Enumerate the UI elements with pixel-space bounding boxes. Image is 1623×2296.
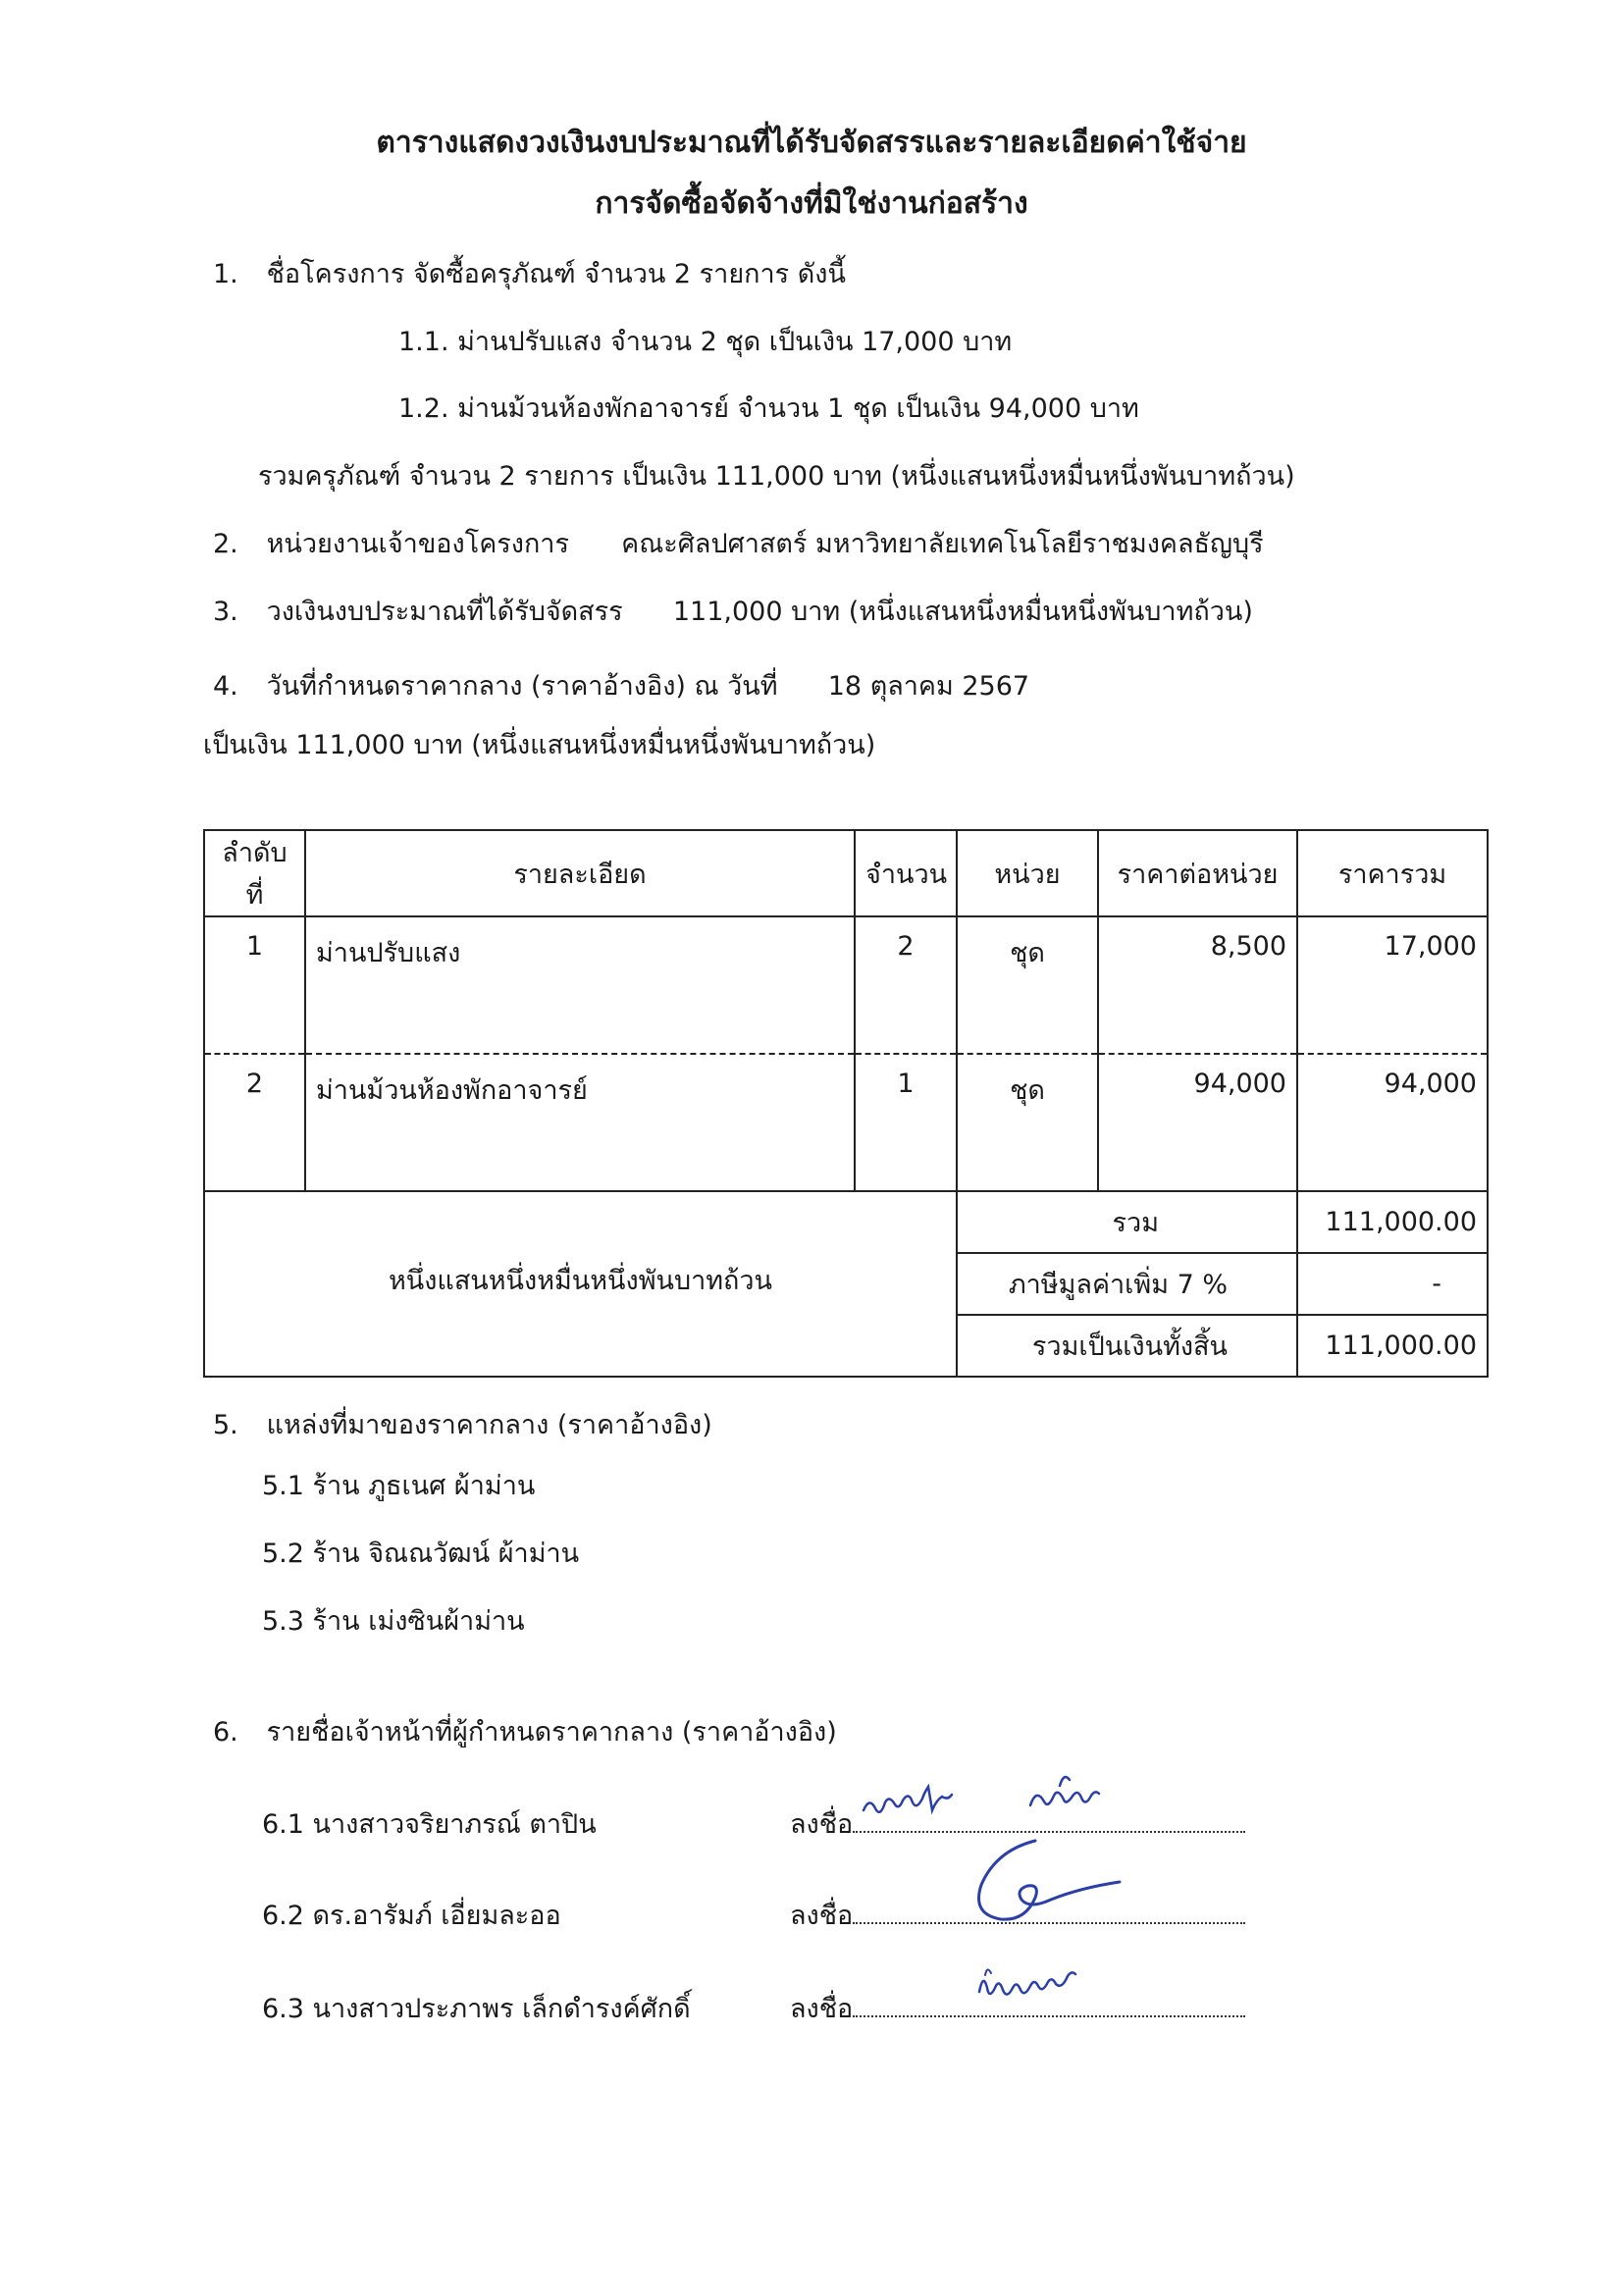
row-unit: ชุด [957,916,1098,1054]
header-unit-price: ราคาต่อหน่วย [1098,830,1297,916]
header-unit: หน่วย [957,830,1098,916]
vat-value: - [1297,1253,1488,1315]
section4-amount: เป็นเงิน 111,000 บาท (หนึ่งแสนหนึ่งหมื่นหนึ่งพันบาทถ้วน) [203,730,876,760]
officer-name: 6.2 ดร.อารัมภ์ เอี่ยมละออ [262,1901,561,1931]
section2-label: หน่วยงานเจ้าของโครงการ [266,529,569,559]
grand-total-label: รวมเป็นเงินทั้งสิ้น [957,1315,1297,1377]
section1-summary: รวมครุภัณฑ์ จำนวน 2 รายการ เป็นเงิน 111,000 บาท (หนึ่งแสนหนึ่งหมื่นหนึ่งพันบาทถ้วน) [258,461,1295,492]
officer-name: 6.1 นางสาวจริยาภรณ์ ตาปิน [262,1809,597,1840]
row-total: 17,000 [1297,916,1488,1054]
subtotal-label: รวม [957,1191,1297,1253]
sign-label: ลงชื่อ [790,1994,854,2024]
signature-3 [971,1957,1109,2016]
section1 [213,252,846,294]
section3 [213,590,1253,632]
document-title-line1: ตารางแสดงวงเงินงบประมาณที่ได้รับจัดสรรและรายละเอียดค่าใช้จ่าย [376,126,1247,160]
row-unit-price: 8,500 [1098,916,1297,1054]
section1-number: 1. [213,259,238,289]
source-item: 5.3 ร้าน เม่งซินผ้าม่าน [262,1606,525,1637]
source-item: 5.1 ร้าน ภูธเนศ ผ้าม่าน [262,1471,536,1501]
row-total: 94,000 [1297,1054,1488,1191]
table-row [204,916,1488,1054]
table-header-row [204,830,1488,916]
row-no: 1 [204,916,305,1054]
price-table [203,829,1489,1378]
subtotal-value: 111,000.00 [1297,1191,1488,1253]
row-desc: ม่านปรับแสง [305,916,855,1054]
grand-total-value: 111,000.00 [1297,1315,1488,1377]
vat-label: ภาษีมูลค่าเพิ่ม 7 % [957,1253,1297,1315]
section5-number: 5. [213,1410,238,1440]
signature-1 [854,1766,1158,1835]
row-qty: 1 [855,1054,957,1191]
section3-value: 111,000 บาท (หนึ่งแสนหนึ่งหมื่นหนึ่งพันบาทถ้วน) [672,597,1253,627]
section5 [213,1403,712,1445]
section6 [213,1710,837,1752]
document-title-line2: การจัดซื้อจัดจ้างที่มิใช่งานก่อสร้าง [595,186,1028,221]
section6-number: 6. [213,1717,238,1748]
section1-item2: 1.2. ม่านม้วนห้องพักอาจารย์ จำนวน 1 ชุด เป็นเงิน 94,000 บาท [398,393,1139,424]
officer-name: 6.3 นางสาวประภาพร เล็กดำรงค์ศักดิ์ [262,1994,691,2024]
header-no: ลำดับที่ [204,830,305,916]
section4-number: 4. [213,671,238,702]
header-desc: รายละเอียด [305,830,855,916]
amount-in-words: หนึ่งแสนหนึ่งหมื่นหนึ่งพันบาทถ้วน [204,1191,957,1377]
sign-label: ลงชื่อ [790,1809,854,1840]
section6-text: รายชื่อเจ้าหน้าที่ผู้กำหนดราคากลาง (ราคาอ้างอิง) [266,1717,837,1748]
section5-text: แหล่งที่มาของราคากลาง (ราคาอ้างอิง) [266,1410,712,1440]
section1-text: ชื่อโครงการ จัดซื้อครุภัณฑ์ จำนวน 2 รายการ ดังนี้ [266,259,846,289]
row-unit: ชุด [957,1054,1098,1191]
row-no: 2 [204,1054,305,1191]
table-row [204,1054,1488,1191]
section4 [213,664,1029,706]
section4-label: วันที่กำหนดราคากลาง (ราคาอ้างอิง) ณ วันที่ [266,671,778,702]
subtotal-row [204,1191,1488,1253]
section3-label: วงเงินงบประมาณที่ได้รับจัดสรร [266,597,623,627]
row-unit-price: 94,000 [1098,1054,1297,1191]
section2-number: 2. [213,529,238,559]
section2 [213,522,1264,564]
row-qty: 2 [855,916,957,1054]
section2-value: คณะศิลปศาสตร์ มหาวิทยาลัยเทคโนโลยีราชมงคลธัญบุรี [621,529,1264,559]
source-item: 5.2 ร้าน จิณณวัฒน์ ผ้าม่าน [262,1539,580,1569]
signature-2 [957,1833,1153,1941]
header-qty: จำนวน [855,830,957,916]
section3-number: 3. [213,597,238,627]
section1-item1: 1.1. ม่านปรับแสง จำนวน 2 ชุด เป็นเงิน 17,000 บาท [398,327,1013,357]
header-total: ราคารวม [1297,830,1488,916]
sign-label: ลงชื่อ [790,1901,854,1931]
section4-date: 18 ตุลาคม 2567 [827,671,1030,702]
row-desc: ม่านม้วนห้องพักอาจารย์ [305,1054,855,1191]
